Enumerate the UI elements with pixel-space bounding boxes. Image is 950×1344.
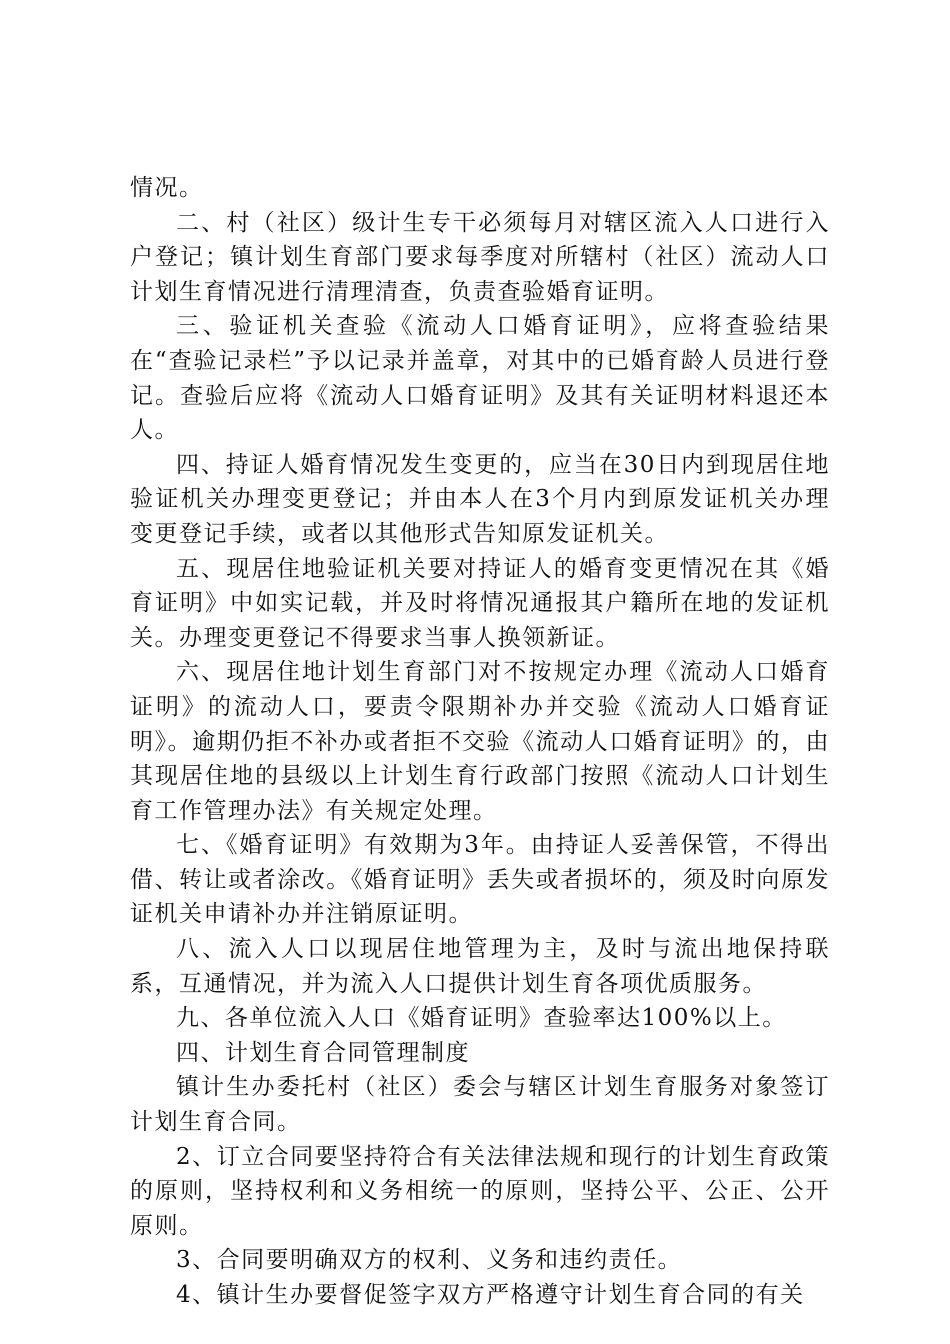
paragraph-item-6: 六、现居住地计划生育部门对不按规定办理《流动人口婚育证明》的流动人口，要责令限期补办并交验《流动人口婚育证明》。逾期仍拒不补办或者拒不交验《流动人口婚育证明》的，由其现居住地的县级以上计划生育行政部门按照《流动人口计划生育工作管理办法》有关规定处理。 <box>130 659 830 824</box>
paragraph-contract-4: 4、镇计生办要督促签字双方严格遵守计划生育合同的有关 <box>176 1282 805 1308</box>
paragraph-item-4: 四、持证人婚育情况发生变更的，应当在30日内到现居住地验证机关办理变更登记；并由本人在3个月内到原发证机关办理变更登记手续，或者以其他形式告知原发证机关。 <box>130 451 830 547</box>
document-body <box>130 171 830 1313</box>
paragraph-item-8: 八、流入人口以现居住地管理为主，及时与流出地保持联系，互通情况，并为流入人口提供计划生育各项优质服务。 <box>130 936 830 997</box>
paragraph-contract-intro: 镇计生办委托村（社区）委会与辖区计划生育服务对象签订计划生育合同。 <box>130 1074 830 1136</box>
paragraph-item-3: 三、验证机关查验《流动人口婚育证明》，应将查验结果在“查验记录栏”予以记录并盖章，对其中的已婚育龄人员进行登记。查验后应将《流动人口婚育证明》及其有关证明材料退还本人。 <box>130 313 830 444</box>
paragraph-contract-3: 3、合同要明确双方的权利、义务和违约责任。 <box>176 1247 683 1274</box>
paragraph-item-2: 二、村（社区）级计生专干必须每月对辖区流入人口进行入户登记；镇计划生育部门要求每季度对所辖村（社区）流动人口计划生育情况进行清理清查，负责查验婚育证明。 <box>130 209 830 305</box>
section-heading: 四、计划生育合同管理制度 <box>176 1039 470 1066</box>
paragraph-item-9: 九、各单位流入人口《婚育证明》查验率达100%以上。 <box>176 1005 787 1032</box>
paragraph-continuation: 情况。 <box>130 175 204 201</box>
paragraph-contract-2: 2、订立合同要坚持符合有关法律法规和现行的计划生育政策的原则，坚持权利和义务相统一的原则，坚持公平、公正、公开原则。 <box>130 1143 830 1239</box>
paragraph-item-5: 五、现居住地验证机关要对持证人的婚育变更情况在其《婚育证明》中如实记载，并及时将情况通报其户籍所在地的发证机关。办理变更登记不得要求当事人换领新证。 <box>130 555 830 651</box>
paragraph-item-7: 七、《婚育证明》有效期为3年。由持证人妥善保管，不得出借、转让或者涂改。《婚育证明》丢失或者损坏的，须及时向原发证机关申请补办并注销原证明。 <box>130 832 830 928</box>
